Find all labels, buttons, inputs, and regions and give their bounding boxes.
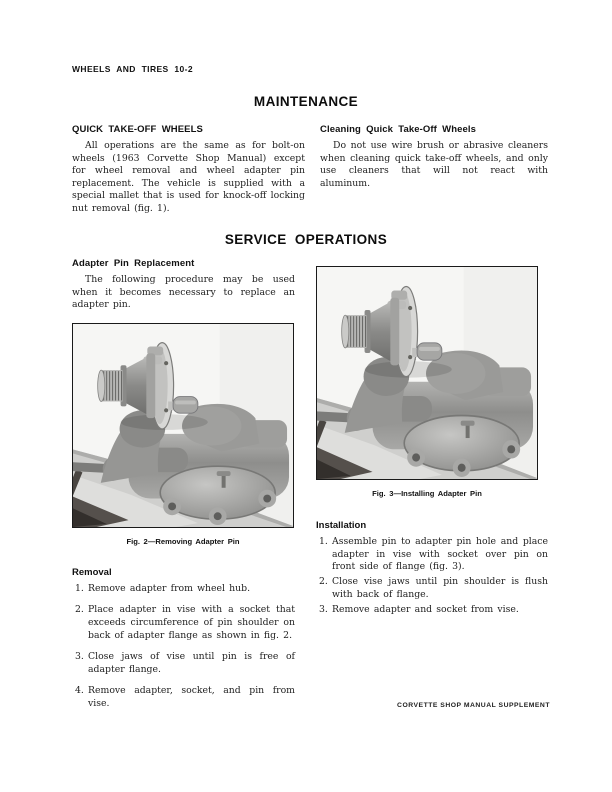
removal-list [72,583,295,711]
cleaning-paragraph: Do not use wire brush or abrasive cleaners when cleaning quick take-off wheels, and only use cleaners that will not react with aluminum. [320,140,548,189]
fig2-photo-vise-removing-adapter-pin [72,323,294,528]
list-item [316,536,548,574]
maintenance-section [72,124,548,216]
installation-heading: Installation [316,520,367,531]
list-item-text: Close vise jaws until pin shoulder is flush with back of flange. [332,576,548,600]
quick-takeoff-heading: QUICK TAKE-OFF WHEELS [72,124,203,135]
maintenance-left-column [72,124,305,216]
list-item [72,583,295,596]
list-item [316,604,548,617]
list-item-number: 2. [319,576,328,588]
service-left-column [72,258,295,720]
list-item-number: 4. [75,685,84,697]
list-item-number: 2. [75,604,84,616]
list-item-number: 3. [319,603,328,615]
maintenance-right-column [320,124,548,216]
list-item-text: Remove adapter, socket, and pin from vise. [88,685,295,709]
fig2-caption: Fig. 2—Removing Adapter Pin [126,536,240,546]
list-item-number: 1. [319,536,328,547]
list-item-text: Close jaws of vise until pin is free of adapter flange. [88,651,295,675]
list-item [72,685,295,710]
adapter-pin-heading: Adapter Pin Replacement [72,258,195,269]
fig3-photo-vise-installing-adapter-pin [316,266,538,480]
footer-manual-name: CORVETTE SHOP MANUAL SUPPLEMENT [397,702,550,709]
running-head: WHEELS AND TIRES 10-2 [72,64,193,74]
figure-3 [316,266,548,498]
service-operations-section [72,258,548,720]
list-item-text: Remove adapter and socket from vise. [332,603,519,615]
list-item-text: Place adapter in vise with a socket that exceeds circumference of pin shoulder on back of adapter flange as shown in fig. 2. [88,604,295,641]
service-operations-title: SERVICE OPERATIONS [224,232,388,247]
figure-2 [72,323,295,546]
list-item-number: 1. [75,582,84,594]
maintenance-title: MAINTENANCE [253,94,359,109]
list-item-text: Assemble pin to adapter pin hole and place adapter in vise with socket over pin on front side of flange (fig. 3). [332,536,548,573]
list-item [72,651,295,676]
list-item-number: 3. [75,651,84,663]
list-item [72,604,295,642]
cleaning-heading: Cleaning Quick Take-Off Wheels [320,124,477,135]
list-item [316,576,548,601]
removal-procedure [72,567,295,711]
fig3-caption: Fig. 3—Installing Adapter Pin [372,489,482,498]
installation-list [316,536,548,617]
vise-illustration [317,267,537,479]
list-item-text: Remove adapter from wheel hub. [88,582,251,594]
installation-procedure [316,520,548,617]
adapter-pin-paragraph: The following procedure may be used when it becomes necessary to replace an adapter pin. [72,274,295,311]
quick-takeoff-paragraph: All operations are the same as for bolt-on wheels (1963 Corvette Shop Manual) except for wheel removal and wheel adapter pin replacement. The vehicle is supplied with a special mallet that is used for knock-off locking nut removal (fig. 1). [72,140,305,214]
removal-heading: Removal [72,566,112,578]
vise-illustration [73,324,293,527]
service-right-column [316,258,548,720]
